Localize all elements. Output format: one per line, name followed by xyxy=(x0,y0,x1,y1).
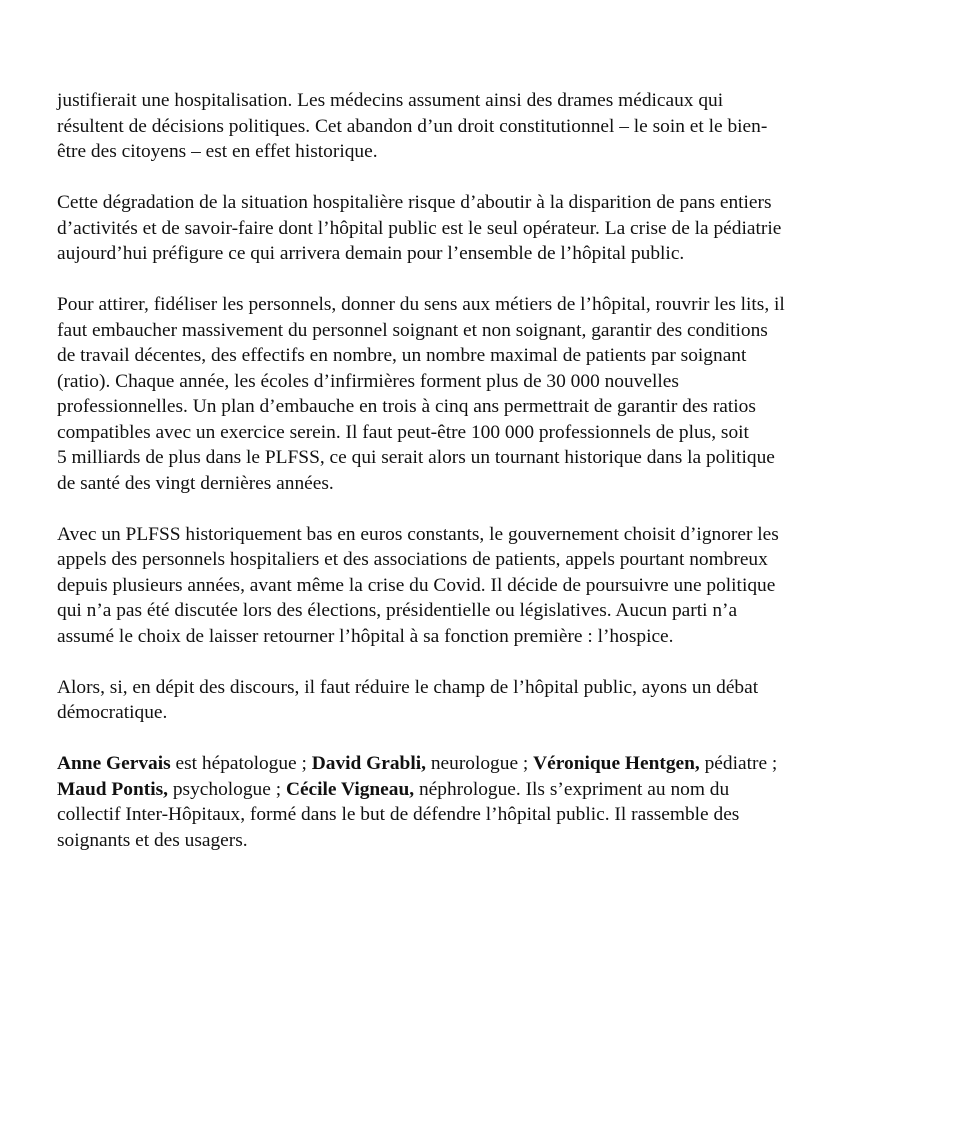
author-name: Maud Pontis, xyxy=(57,778,168,800)
paragraph-2: Cette dégradation de la situation hospitalière risque d’aboutir à la disparition de pans entiers d’activités et de savoir-faire dont l’hôpital public est le seul opérateur. La crise de la pédiatrie aujourd’hui préfigure ce qui arrivera demain pour l’ensemble de l’hôpital public. xyxy=(57,192,782,264)
author-role: est hépatologue ; xyxy=(170,753,312,774)
author-name: David Grabli, xyxy=(311,753,426,774)
author-name: Anne Gervais xyxy=(57,753,171,774)
author-role: psychologue ; xyxy=(167,778,286,800)
paragraph-5: Alors, si, en dépit des discours, il faut réduire le champ de l’hôpital public, ayons un débat démocratique. xyxy=(57,676,759,723)
author-name: Cécile Vigneau, xyxy=(285,778,415,800)
author-credits xyxy=(57,751,913,853)
document-page xyxy=(57,88,913,879)
author-role: néphrologue. Ils s’expriment au nom du collectif Inter-Hôpitaux, formé dans le but de défendre l’hôpital public. Il rassemble des soignants et des usagers. xyxy=(57,778,740,851)
paragraph-4: Avec un PLFSS historiquement bas en euros constants, le gouvernement choisit d’ignorer les appels des personnels hospitaliers et des associations de patients, appels pourtant nombreux depuis plusieurs années, avant même la crise du Covid. Il décide de poursuivre une politique qui n’a pas été discutée lors des élections, présidentielle ou législatives. Aucun parti n’a assumé le choix de laisser retourner l’hôpital à sa fonction première : l’hospice. xyxy=(57,523,779,647)
author-role: neurologue ; xyxy=(425,753,534,774)
author-name: Véronique Hentgen, xyxy=(533,753,700,774)
paragraph-3: Pour attirer, fidéliser les personnels, donner du sens aux métiers de l’hôpital, rouvrir les lits, il faut embaucher massivement du personnel soignant et non soignant, garantir des conditions de travail décentes, des effectifs en nombre, un nombre maximal de patients par soignant (ratio). Chaque année, les écoles d’infirmières forment plus de 30 000 nouvelles professionnelles. Un plan d’embauche en trois à cinq ans permettrait de garantir des ratios compatibles avec un exercice serein. Il faut peut-être 100 000 professionnels de plus, soit 5 milliards de plus dans le PLFSS, ce qui serait alors un tournant historique dans la politique de santé des vingt dernières années. xyxy=(57,294,785,494)
author-role: pédiatre ; xyxy=(704,753,778,774)
paragraph-1: justifierait une hospitalisation. Les médecins assument ainsi des drames médicaux qui résultent de décisions politiques. Cet abandon d’un droit constitutionnel – le soin et le bien- être des citoyens – est en effet historique. xyxy=(57,90,768,162)
